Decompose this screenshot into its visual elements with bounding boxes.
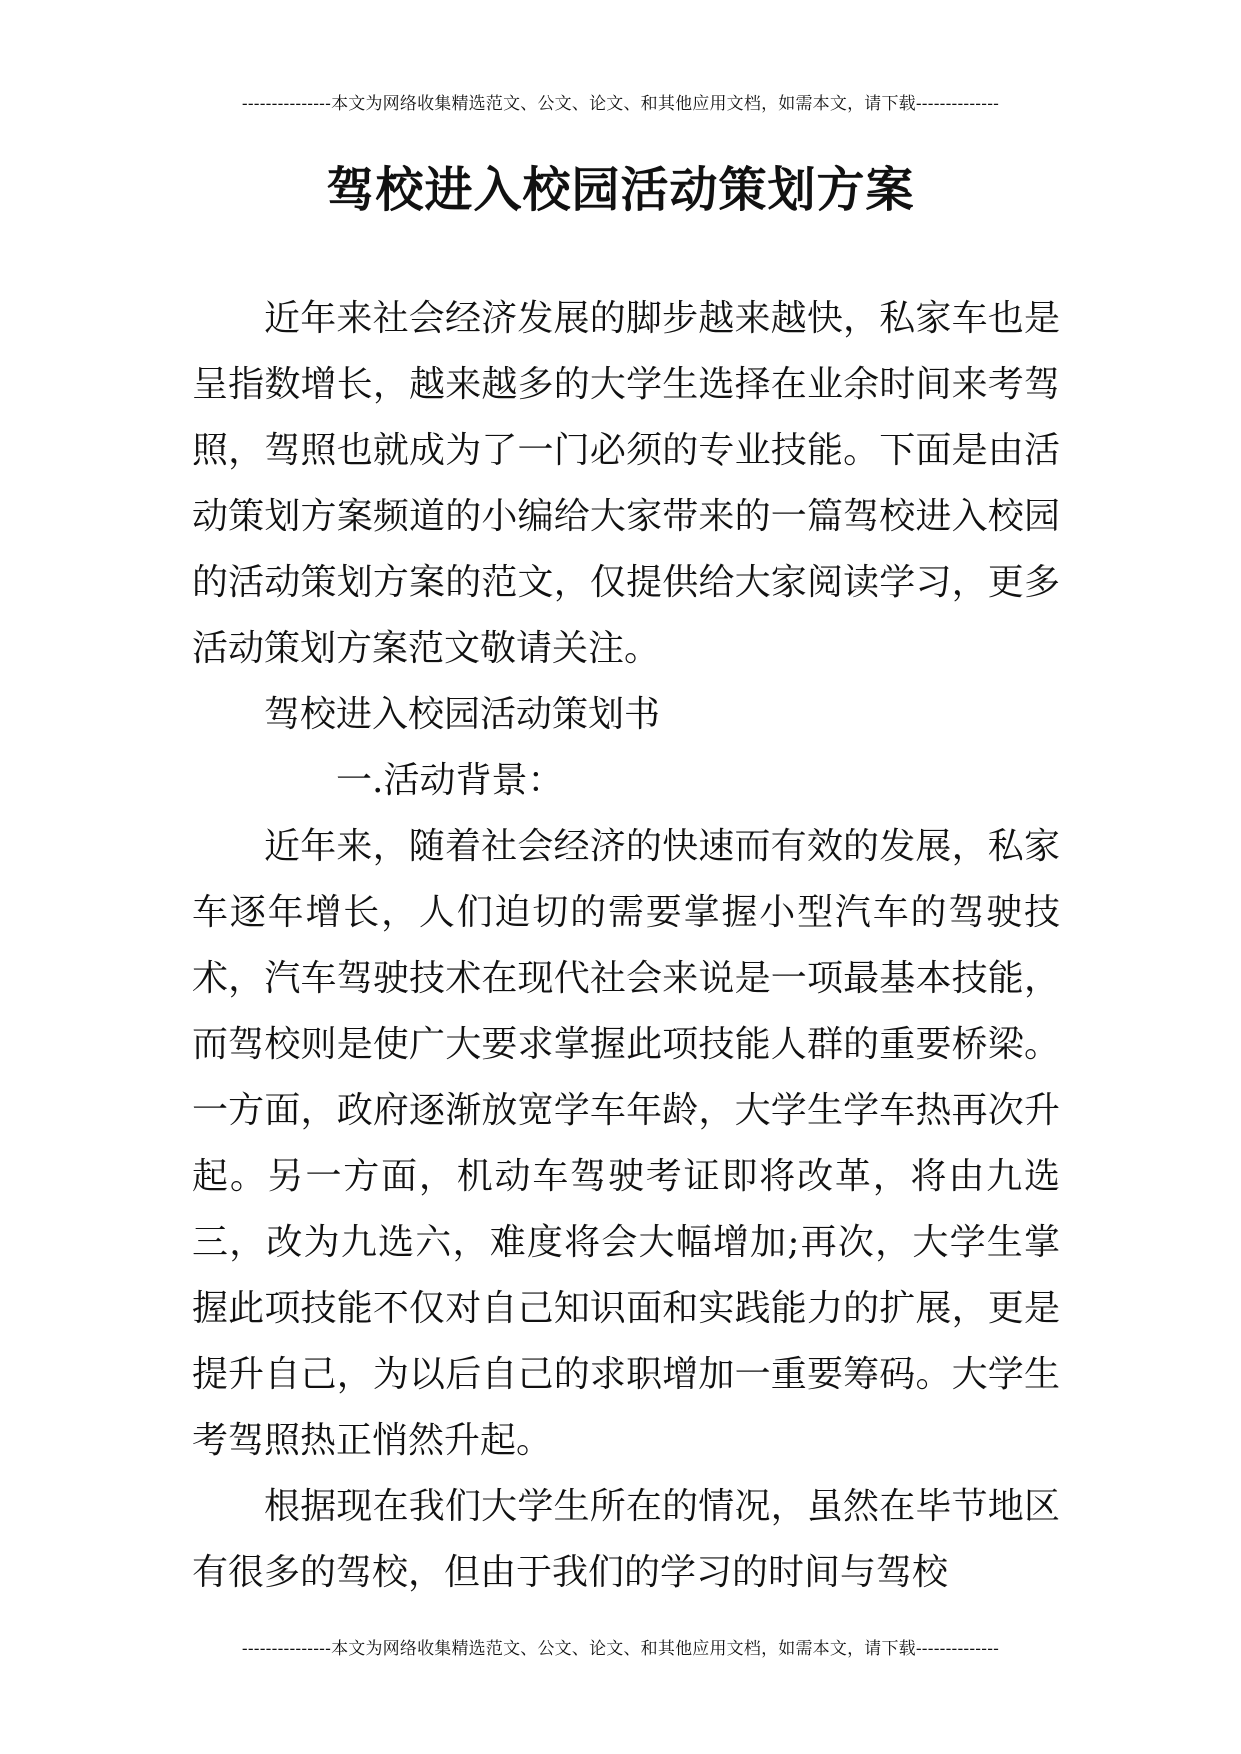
header-note: ---------------本文为网络收集精选范文、公文、论文、和其他应用文档，如需本文，请下载--------------	[241, 94, 1000, 114]
footer-note: ---------------本文为网络收集精选范文、公文、论文、和其他应用文档，如需本文，请下载--------------	[241, 1639, 1000, 1659]
situation-paragraph: 根据现在我们大学生所在的情况，虽然在毕节地区有很多的驾校，但由于我们的学习的时间与驾校	[192, 1486, 1060, 1593]
section-title: 驾校进入校园活动策划书	[264, 694, 661, 735]
heading-background: 一.活动背景：	[336, 760, 564, 801]
page-title: 驾校进入校园活动策划方案	[326, 162, 915, 218]
intro-paragraph: 近年来社会经济发展的脚步越来越快，私家车也是呈指数增长，越来越多的大学生选择在业余时间来考驾照，驾照也就成为了一门必须的专业技能。下面是由活动策划方案频道的小编给大家带来的一篇驾校进入校园的活动策划方案的范文，仅提供给大家阅读学习，更多活动策划方案范文敬请关注。	[192, 298, 1060, 669]
document-body	[192, 286, 1060, 1606]
background-paragraph: 近年来，随着社会经济的快速而有效的发展，私家车逐年增长，人们迫切的需要掌握小型汽车的驾驶技术，汽车驾驶技术在现代社会来说是一项最基本技能，而驾校则是使广大要求掌握此项技能人群的重要桥梁。一方面，政府逐渐放宽学车年龄，大学生学车热再次升起。另一方面，机动车驾驶考证即将改革，将由九选三，改为九选六，难度将会大幅增加;再次，大学生掌握此项技能不仅对自己知识面和实践能力的扩展，更是提升自己，为以后自己的求职增加一重要筹码。大学生考驾照热正悄然升起。	[192, 826, 1060, 1461]
